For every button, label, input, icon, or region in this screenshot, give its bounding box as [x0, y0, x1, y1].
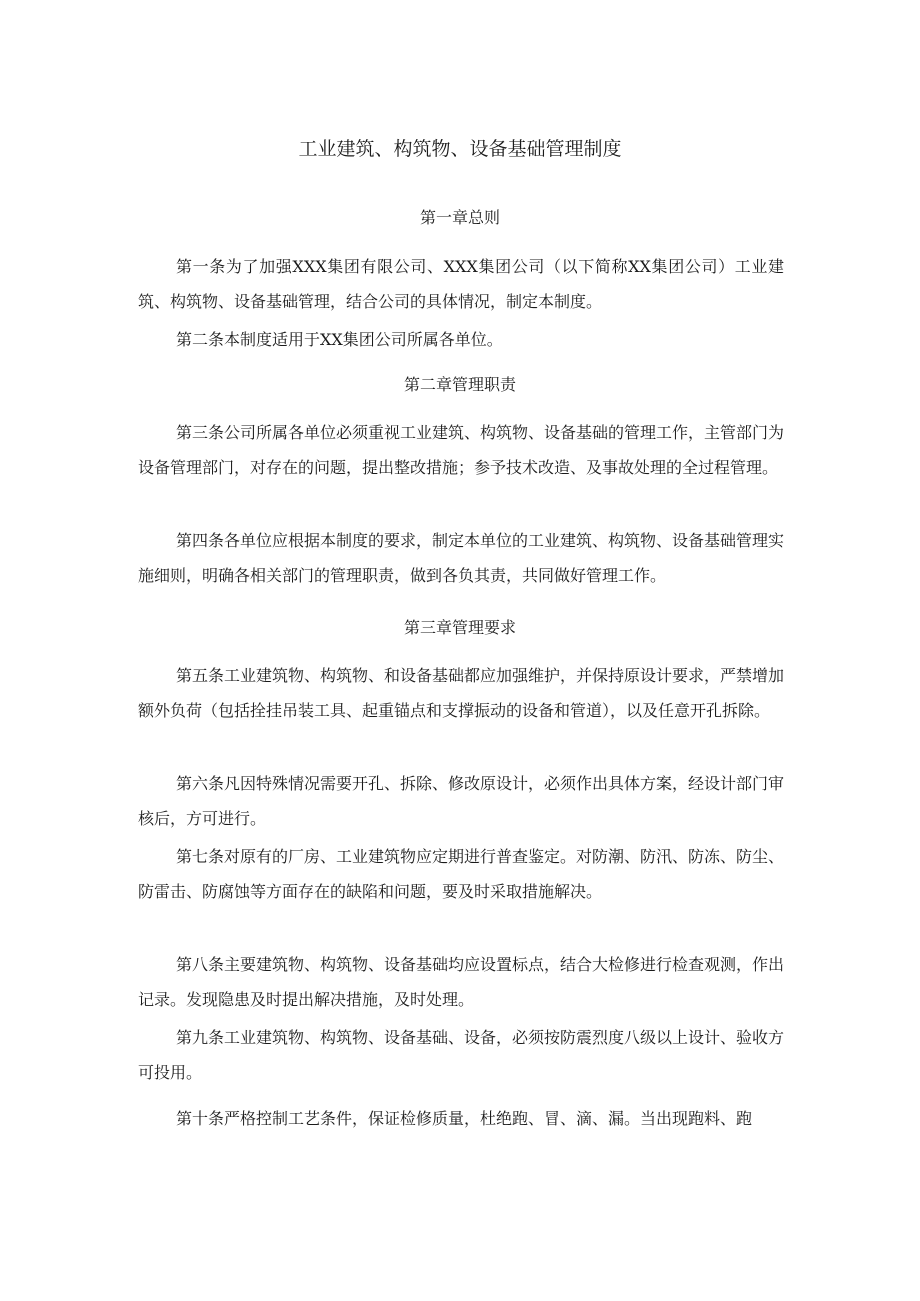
article-6: 第六条凡因特殊情况需要开孔、拆除、修改原设计，必须作出具体方案，经设计部门审核后，方可进行。 [138, 774, 785, 828]
chapter-heading-3: 第三章管理要求 [403, 618, 516, 637]
article-3: 第三条公司所属各单位必须重视工业建筑、构筑物、设备基础的管理工作，主管部门为设备管理部门，对存在的问题，提出整改措施；参予技术改造、及事故处理的全过程管理。 [138, 423, 785, 477]
article-2: 第二条本制度适用于XX集团公司所属各单位。 [176, 330, 503, 349]
article-8: 第八条主要建筑物、构筑物、设备基础均应设置标点，结合大检修进行检查观测，作出记录。发现隐患及时提出解决措施，及时处理。 [138, 955, 785, 1009]
article-5: 第五条工业建筑物、构筑物、和设备基础都应加强维护，并保持原设计要求，严禁增加额外负荷（包括拴挂吊装工具、起重锚点和支撑振动的设备和管道），以及任意开孔拆除。 [138, 666, 785, 720]
chapter-heading-2: 第二章管理职责 [403, 375, 516, 394]
article-7: 第七条对原有的厂房、工业建筑物应定期进行普查鉴定。对防潮、防汛、防冻、防尘、防雷击、防腐蚀等方面存在的缺陷和问题，要及时采取措施解决。 [138, 847, 785, 901]
chapter-heading-1: 第一章总则 [419, 208, 500, 227]
article-4: 第四条各单位应根据本制度的要求，制定本单位的工业建筑、构筑物、设备基础管理实施细则，明确各相关部门的管理职责，做到各负其责，共同做好管理工作。 [138, 531, 785, 585]
article-9: 第九条工业建筑物、构筑物、设备基础、设备，必须按防震烈度八级以上设计、验收方可投用。 [138, 1028, 785, 1082]
article-1: 第一条为了加强XXX集团有限公司、XXX集团公司（以下简称XX集团公司）工业建筑、构筑物、设备基础管理，结合公司的具体情况，制定本制度。 [138, 257, 784, 311]
article-10: 第十条严格控制工艺条件，保证检修质量，杜绝跑、冒、滴、漏。当出现跑料、跑 [176, 1109, 753, 1128]
document-title: 工业建筑、构筑物、设备基础管理制度 [298, 138, 622, 160]
